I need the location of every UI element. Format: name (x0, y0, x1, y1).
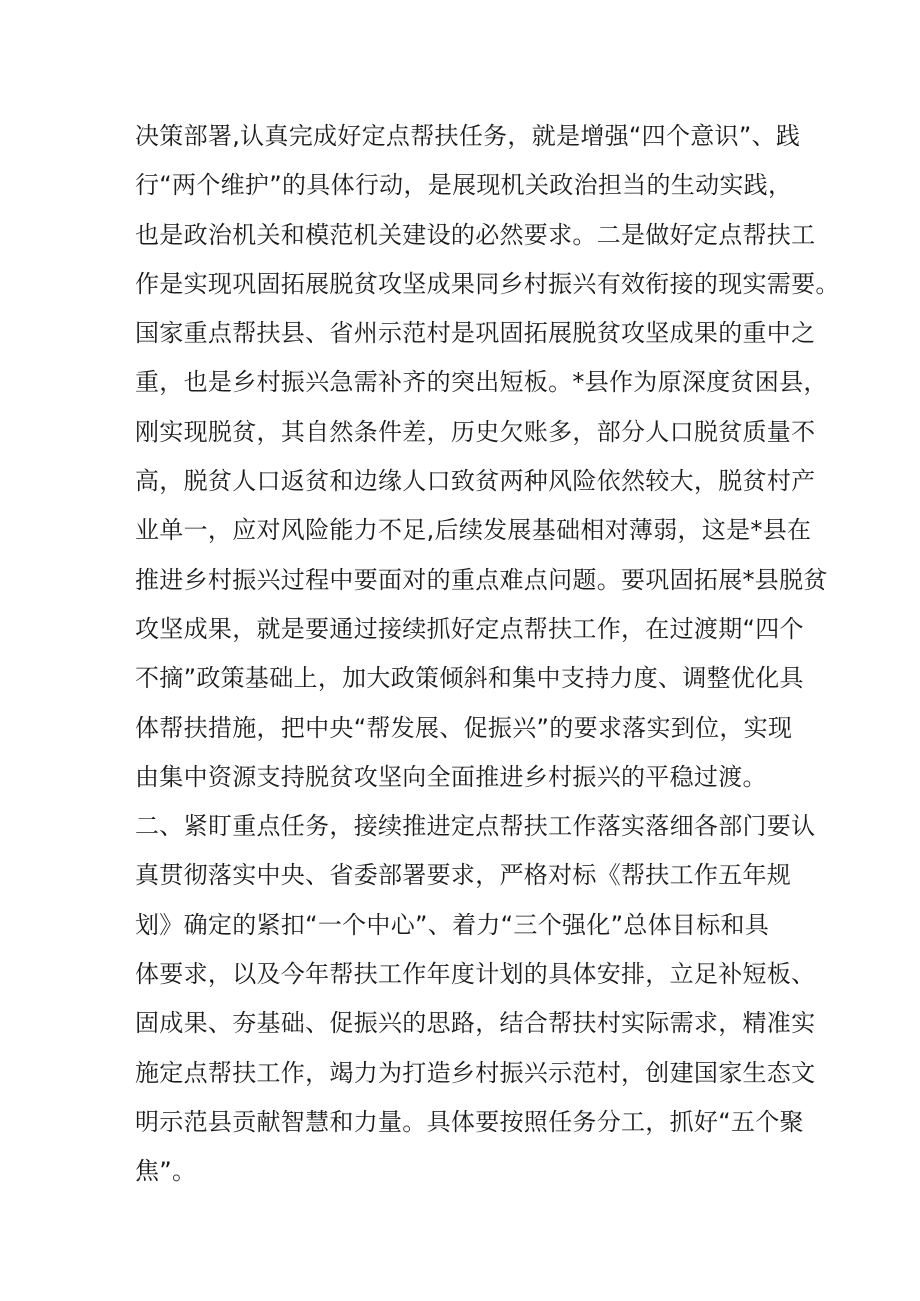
text-line: 真贯彻落实中央、省委部署要求，严格对标《帮扶工作五年规 (135, 861, 792, 890)
text-line: 划》确定的紧扣“一个中心”、着力“三个强化”总体目标和具 (135, 910, 770, 939)
text-line: 作是实现巩固拓展脱贫攻坚成果同乡村振兴有效衔接的现实需要。 (135, 269, 840, 298)
text-line: 由集中资源支持脱贫攻坚向全面推进乡村振兴的平稳过渡。 (135, 762, 767, 791)
section-heading-line: 二、紧盯重点任务，接续推进定点帮扶工作落实落细各部门要认 (135, 812, 816, 841)
text-line: 明示范县贡献智慧和力量。具体要按照任务分工，抓好“五个聚 (135, 1107, 804, 1136)
document-body (135, 112, 840, 1197)
text-line: 推进乡村振兴过程中要面对的重点难点问题。要巩固拓展*县脱贫 (135, 565, 828, 594)
text-line: 固成果、夯基础、促振兴的思路，结合帮扶村实际需求，精准实 (135, 1009, 816, 1038)
text-line: 刚实现脱贫，其自然条件差，历史欠账多，部分人口脱贫质量不 (135, 417, 816, 446)
text-line: 行“两个维护”的具体行动，是展现机关政治担当的生动实践， (135, 171, 793, 200)
text-line: 决策部署,认真完成好定点帮扶任务，就是增强“四个意识”、践 (135, 122, 801, 150)
text-line: 体要求，以及今年帮扶工作年度计划的具体安排，立足补短板、 (135, 960, 816, 989)
text-line: 也是政治机关和模范机关建设的必然要求。二是做好定点帮扶工 (135, 220, 816, 249)
text-line: 不摘”政策基础上，加大政策倾斜和集中支持力度、调整优化具 (135, 664, 804, 693)
text-line: 体帮扶措施，把中央“帮发展、促振兴”的要求落实到位，实现 (135, 713, 793, 742)
text-line: 国家重点帮扶县、省州示范村是巩固拓展脱贫攻坚成果的重中之 (135, 319, 816, 348)
text-line: 业单一，应对风险能力不足,后续发展基础相对薄弱，这是*县在 (135, 516, 812, 545)
text-line: 攻坚成果，就是要通过接续抓好定点帮扶工作，在过渡期“四个 (135, 614, 804, 643)
text-line: 重，也是乡村振兴急需补齐的突出短板。*县作为原深度贫困县， (135, 368, 828, 397)
text-line: 施定点帮扶工作，竭力为打造乡村振兴示范村，创建国家生态文 (135, 1058, 816, 1087)
text-line: 高，脱贫人口返贫和边缘人口致贫两种风险依然较大，脱贫村产 (135, 467, 816, 496)
text-line: 焦”。 (135, 1157, 197, 1186)
